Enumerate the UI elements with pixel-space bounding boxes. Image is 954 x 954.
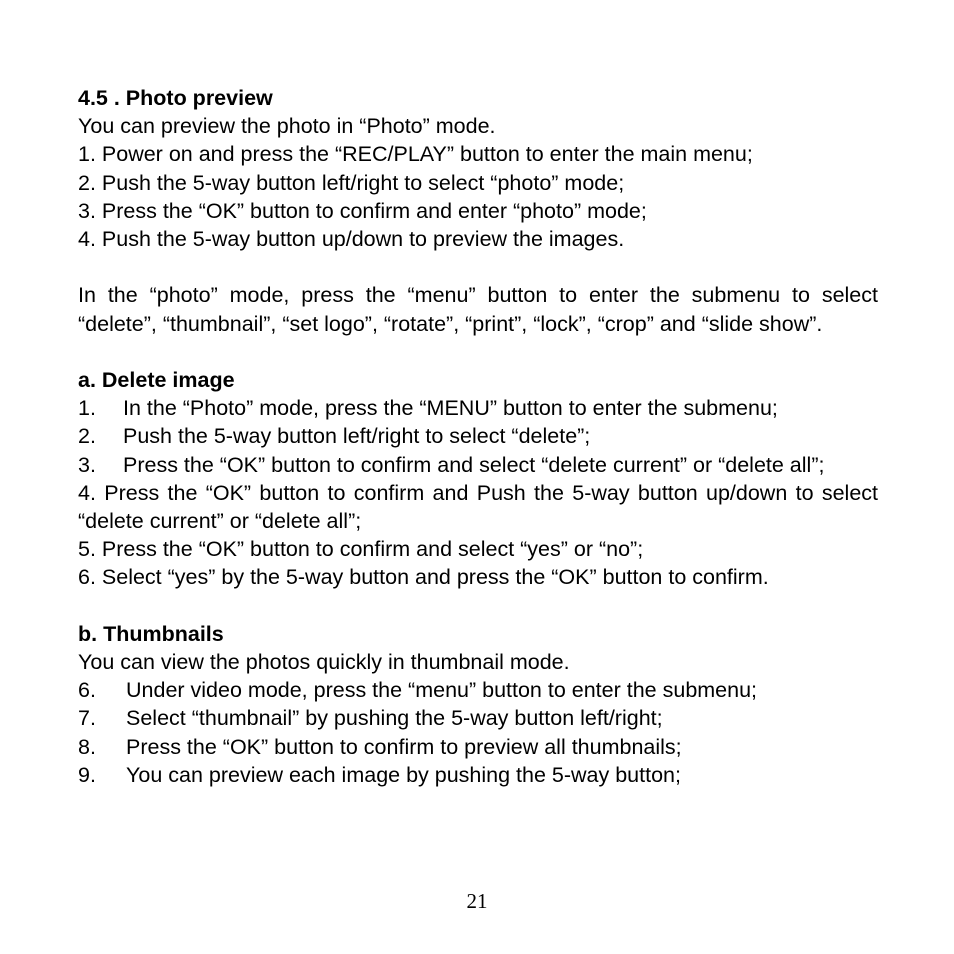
thumbnails-heading: b. Thumbnails: [78, 621, 224, 646]
list-text: You can preview each image by pushing the 5-way button;: [126, 762, 681, 787]
list-text: Select “thumbnail” by pushing the 5-way button left/right;: [126, 706, 663, 731]
thumbnail-step-8: [78, 733, 878, 761]
list-text: Push the 5-way button left/right to select “delete”;: [123, 424, 591, 449]
list-number: 6.: [78, 678, 96, 703]
list-number: 1.: [78, 396, 96, 421]
list-text: In the “Photo” mode, press the “MENU” button to enter the submenu;: [123, 396, 778, 421]
delete-image-heading: a. Delete image: [78, 368, 235, 392]
section-heading: 4.5 . Photo preview: [78, 86, 273, 110]
spacer: [78, 592, 878, 620]
thumbnail-step-7: [78, 704, 878, 732]
thumbnail-step-6: [78, 676, 878, 704]
delete-step-2: [78, 422, 878, 450]
list-text: Press the “OK” button to confirm to preview all thumbnails;: [126, 734, 682, 759]
step-1: 1. Power on and press the “REC/PLAY” button to enter the main menu;: [78, 142, 753, 167]
spacer: [78, 253, 878, 281]
delete-step-4: 4. Press the “OK” button to confirm and Push the 5-way button up/down to select “delete current” or “delete all”;: [78, 480, 878, 534]
list-number: 2.: [78, 424, 96, 449]
list-number: 8.: [78, 734, 96, 759]
manual-page: [78, 84, 878, 789]
list-text: Under video mode, press the “menu” button to enter the submenu;: [126, 678, 758, 703]
step-2: 2. Push the 5-way button left/right to select “photo” mode;: [78, 170, 625, 195]
thumbnails-intro: You can view the photos quickly in thumbnail mode.: [78, 650, 570, 675]
delete-step-3: [78, 451, 878, 479]
page-number: 21: [466, 889, 488, 913]
submenu-paragraph: In the “photo” mode, press the “menu” button to enter the submenu to select “delete”, “thumbnail”, “set logo”, “rotate”, “print”, “lock”, “crop” and “slide show”.: [78, 283, 878, 336]
step-3: 3. Press the “OK” button to confirm and enter “photo” mode;: [78, 198, 647, 223]
list-number: 7.: [78, 706, 96, 731]
delete-step-1: [78, 394, 878, 422]
list-text: Press the “OK” button to confirm and select “delete current” or “delete all”;: [123, 452, 825, 477]
list-number: 9.: [78, 762, 96, 787]
section-intro: You can preview the photo in “Photo” mode.: [78, 114, 496, 139]
spacer: [78, 338, 878, 366]
list-number: 3.: [78, 452, 96, 477]
thumbnail-step-9: [78, 761, 878, 789]
delete-step-5: 5. Press the “OK” button to confirm and select “yes” or “no”;: [78, 537, 644, 562]
step-4: 4. Push the 5-way button up/down to preview the images.: [78, 227, 625, 252]
delete-step-6: 6. Select “yes” by the 5-way button and press the “OK” button to confirm.: [78, 565, 769, 590]
